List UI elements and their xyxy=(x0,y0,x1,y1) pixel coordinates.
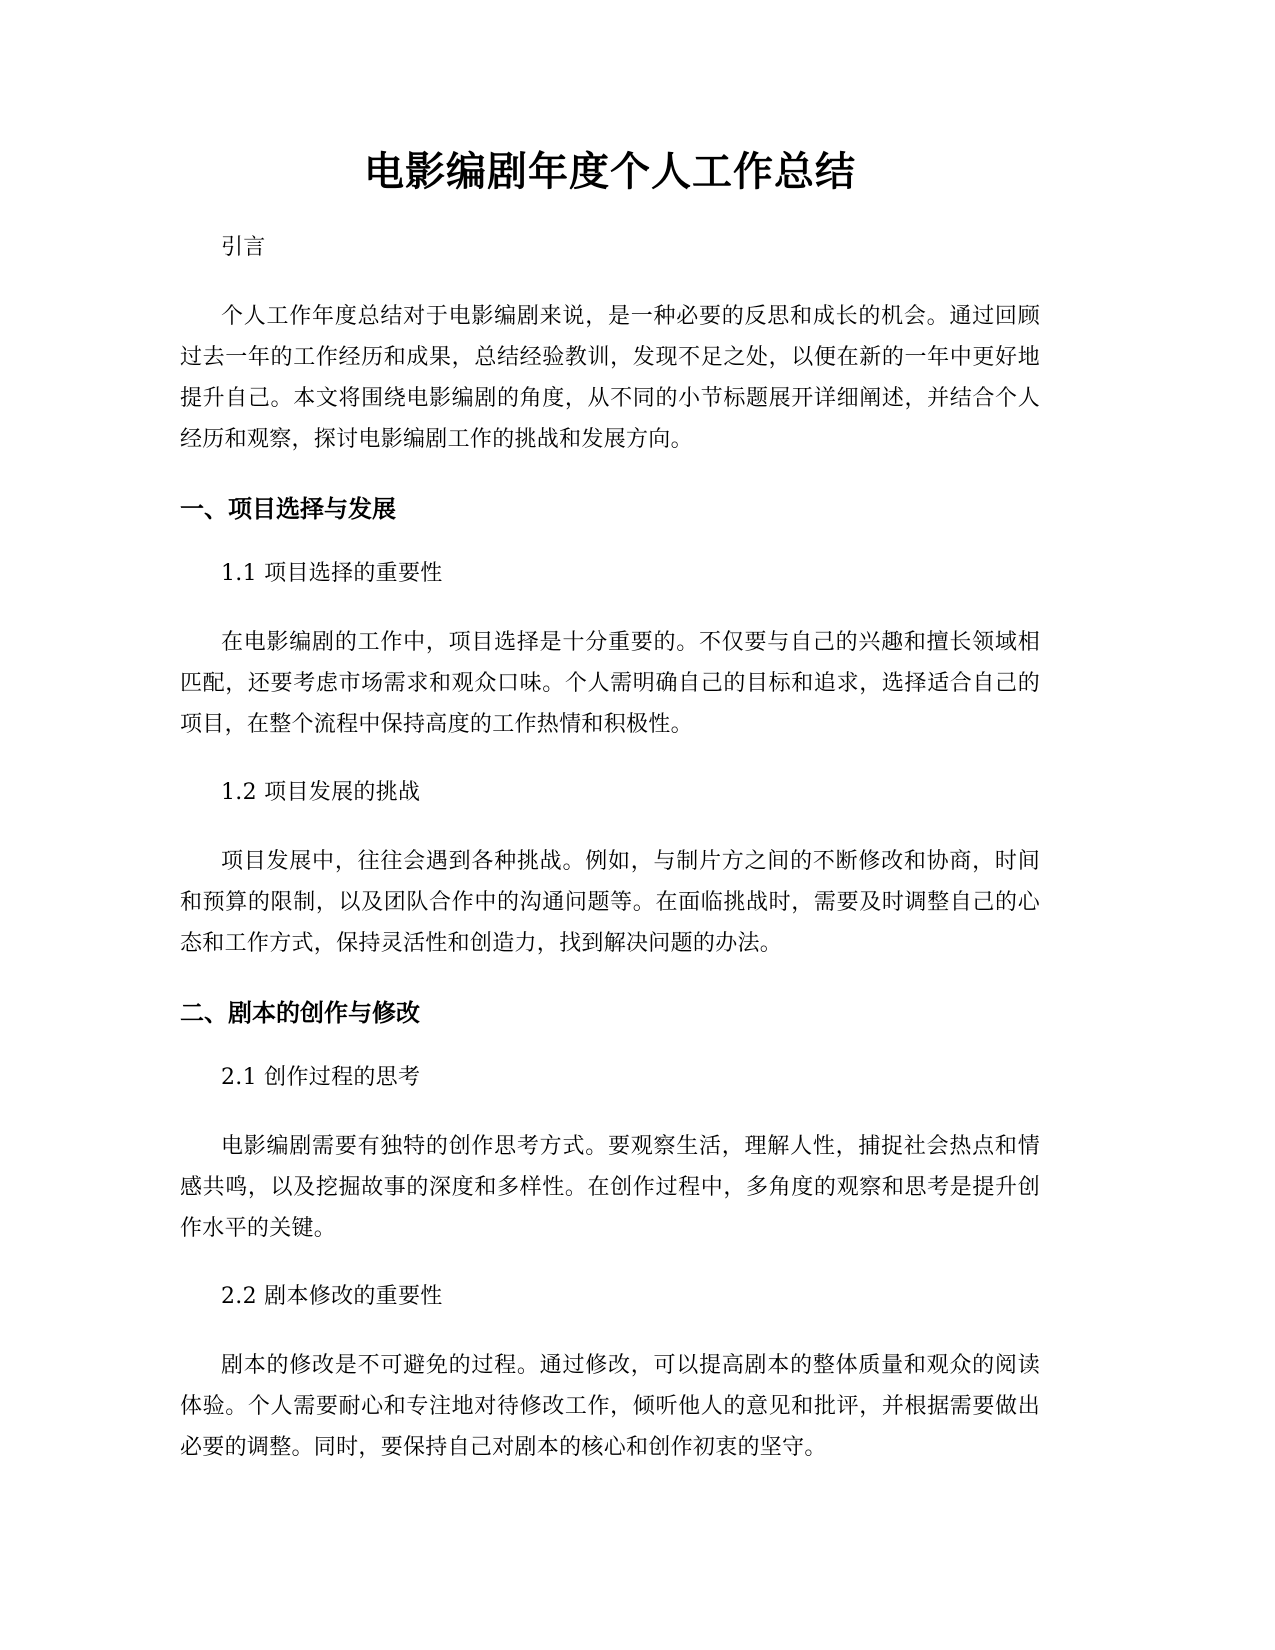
subsection-text-1-2: 项目发展中，往往会遇到各种挑战。例如，与制片方之间的不断修改和协商，时间和预算的限制，以及团队合作中的沟通问题等。在面临挑战时，需要及时调整自己的心态和工作方式，保持灵活性和创造力，找到解决问题的办法。 xyxy=(180,849,1040,956)
subsection-title-2-1: 2.1 创作过程的思考 xyxy=(221,1065,421,1090)
document-body xyxy=(180,232,1040,1500)
subsection-text-2-2: 剧本的修改是不可避免的过程。通过修改，可以提高剧本的整体质量和观众的阅读体验。个人需要耐心和专注地对待修改工作，倾听他人的意见和批评，并根据需要做出必要的调整。同时，要保持自己对剧本的核心和创作初衷的坚守。 xyxy=(180,1353,1040,1460)
subsection-title-1-1: 1.1 项目选择的重要性 xyxy=(221,561,443,586)
section-heading-2: 二、剧本的创作与修改 xyxy=(180,999,420,1027)
intro-label: 引言 xyxy=(221,235,266,260)
subsection-text-2-1: 电影编剧需要有独特的创作思考方式。要观察生活，理解人性，捕捉社会热点和情感共鸣，以及挖掘故事的深度和多样性。在创作过程中，多角度的观察和思考是提升创作水平的关键。 xyxy=(180,1134,1040,1241)
intro-paragraph: 个人工作年度总结对于电影编剧来说，是一种必要的反思和成长的机会。通过回顾过去一年的工作经历和成果，总结经验教训，发现不足之处，以便在新的一年中更好地提升自己。本文将围绕电影编剧的角度，从不同的小节标题展开详细阐述，并结合个人经历和观察，探讨电影编剧工作的挑战和发展方向。 xyxy=(180,304,1040,452)
document-title: 电影编剧年度个人工作总结 xyxy=(364,149,856,195)
subsection-title-1-2: 1.2 项目发展的挑战 xyxy=(221,780,421,805)
subsection-text-1-1: 在电影编剧的工作中，项目选择是十分重要的。不仅要与自己的兴趣和擅长领域相匹配，还要考虑市场需求和观众口味。个人需明确自己的目标和追求，选择适合自己的项目，在整个流程中保持高度的工作热情和积极性。 xyxy=(180,630,1040,737)
subsection-title-2-2: 2.2 剧本修改的重要性 xyxy=(221,1284,443,1309)
section-heading-1: 一、项目选择与发展 xyxy=(180,495,396,523)
